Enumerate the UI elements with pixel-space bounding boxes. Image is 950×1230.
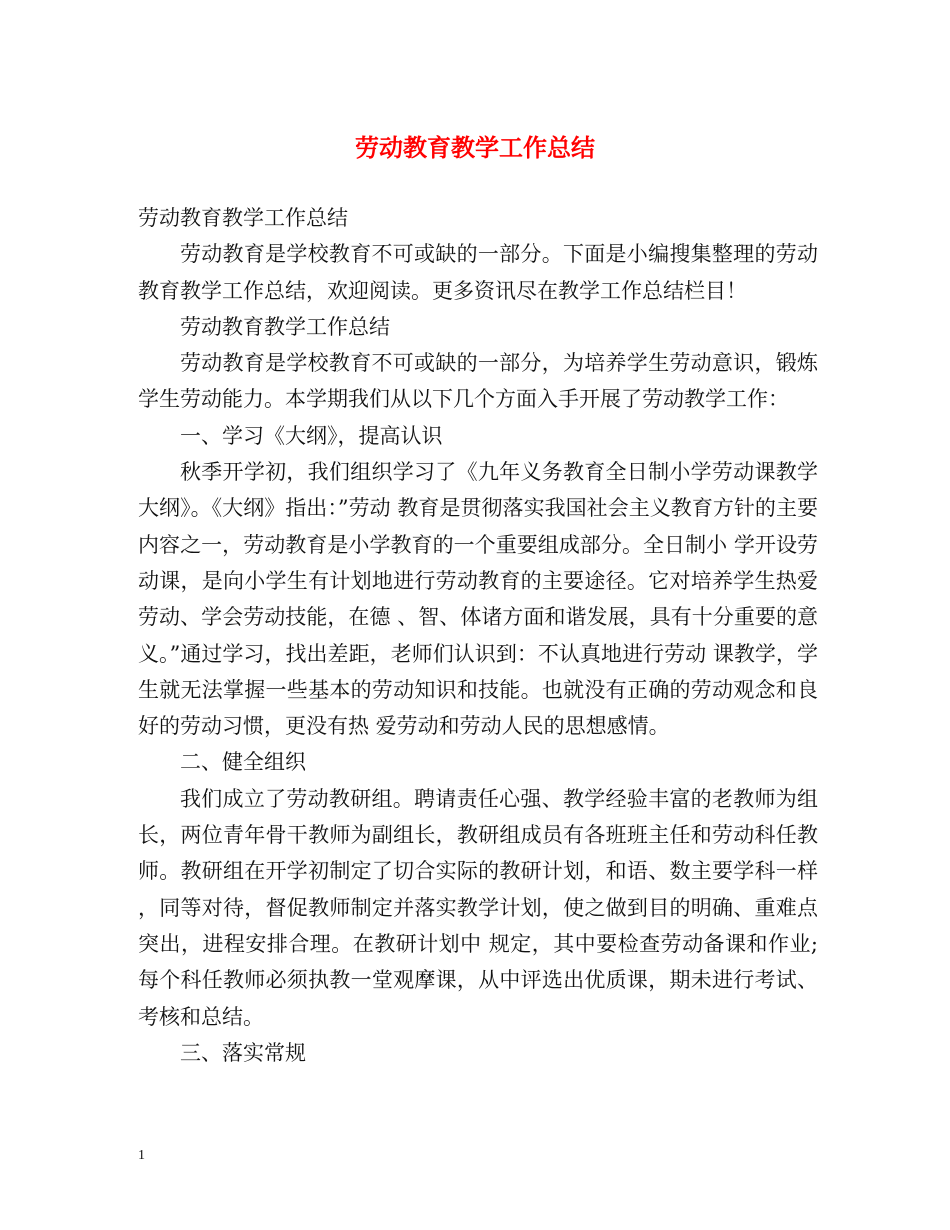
section-heading-1: 一、学习《大纲》，提高认识 (180, 423, 443, 448)
paragraph-subtitle: 劳动教育教学工作总结 (180, 314, 390, 339)
document-title: 劳动教育教学工作总结 (355, 133, 595, 162)
paragraph-overview: 劳动教育是学校教育不可或缺的一部分，为培养学生劳动意识，锻炼学生劳动能力。本学期我们从以下几个方面入手开展了劳动教学工作： (138, 351, 818, 412)
paragraph-section-1: 秋季开学初，我们组织学习了《九年义务教育全日制小学劳动课教学大纲》。《大纲》指出：”劳动 教育是贯彻落实我国社会主义教育方针的主要内容之一，劳动教育是小学教育的一个重要组成部分。全日制小 学开设劳动课，是向小学生有计划地进行劳动教育的主要途径。它对培养学生热爱劳动、学会劳动技能，在德 、智、体诸方面和谐发展，具有十分重要的意义。”通过学习，找出差距，老师们认识到：不认真地进行劳动 课教学，学生就无法掌握一些基本的劳动知识和技能。也就没有正确的劳动观念和良好的劳动习惯，更没有热 爱劳动和劳动人民的思想感情。 (138, 460, 818, 739)
paragraph-intro: 劳动教育是学校教育不可或缺的一部分。下面是小编搜集整理的劳动教育教学工作总结，欢迎阅读。更多资讯尽在教学工作总结栏目！ (138, 242, 818, 303)
page-number: 1 (138, 1148, 145, 1163)
section-heading-3: 三、落实常规 (180, 1040, 306, 1065)
paragraph-section-2: 我们成立了劳动教研组。聘请责任心强、教学经验丰富的老教师为组长，两位青年骨干教师为副组长，教研组成员有各班班主任和劳动科任教师。教研组在开学初制定了切合实际的教研计划，和语、数主要学科一样 ，同等对待，督促教师制定并落实教学计划，使之做到目的明确、重难点突出，进程安排合理。在教研计划中 规定，其中要检查劳动备课和作业;每个科任教师必须执教一堂观摩课，从中评选出优质课，期未进行考试、 考核和总结。 (138, 786, 818, 1029)
document-body (138, 200, 818, 1071)
section-heading-2: 二、健全组织 (180, 750, 306, 775)
paragraph-heading: 劳动教育教学工作总结 (138, 206, 348, 230)
